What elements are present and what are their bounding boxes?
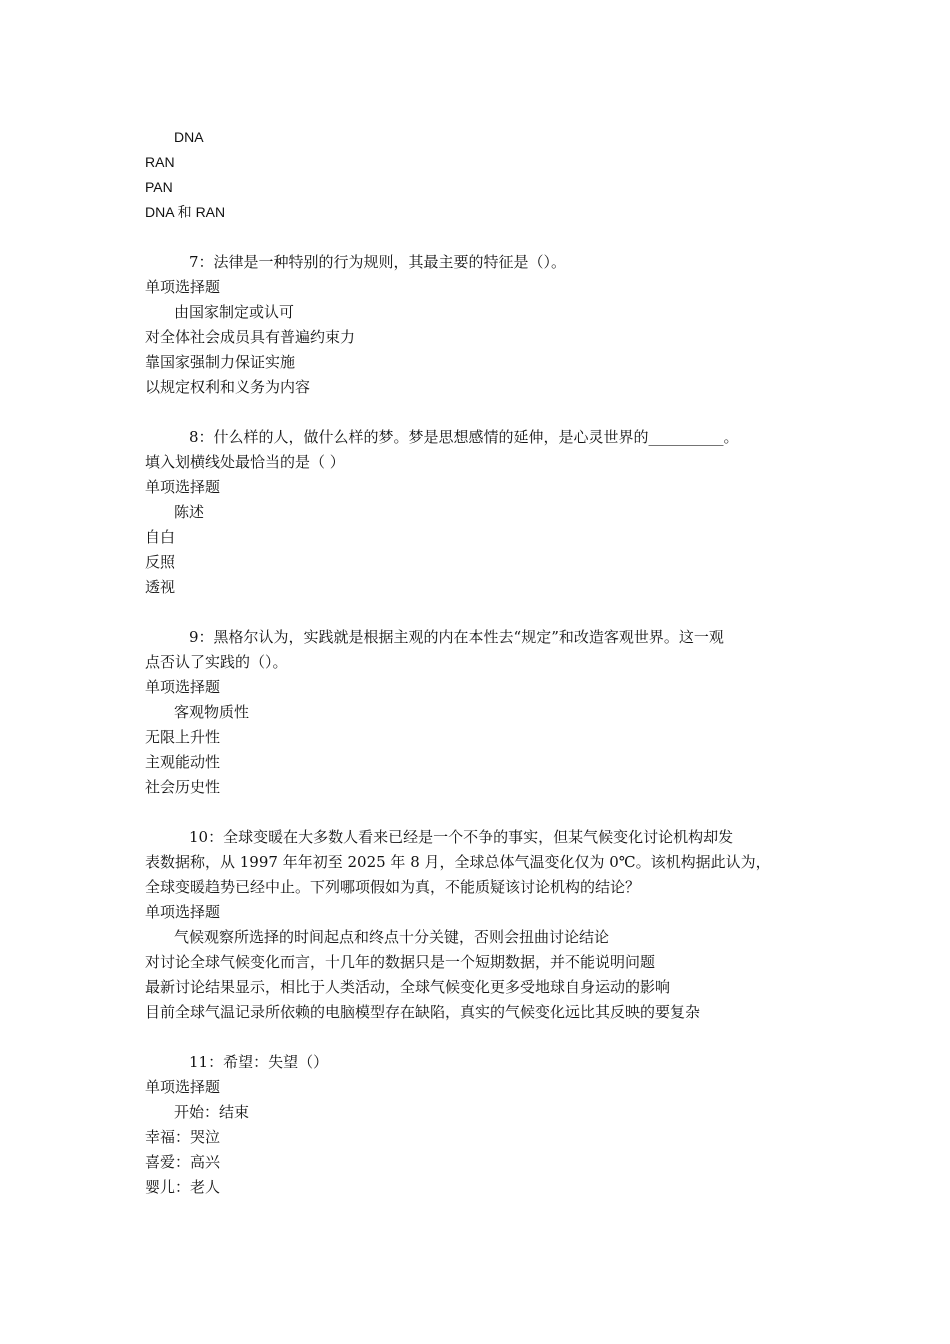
question-text: 8：什么样的人，做什么样的梦。梦是思想感情的延伸，是心灵世界的__________。 — [189, 428, 739, 446]
option-a: 开始：结束 — [174, 1103, 250, 1121]
option-d: 透视 — [145, 578, 176, 596]
question-type: 单项选择题 — [145, 678, 221, 696]
question-type: 单项选择题 — [145, 1078, 221, 1096]
option-c: 反照 — [145, 553, 176, 571]
option-c: 最新讨论结果显示，相比于人类活动，全球气候变化更多受地球自身运动的影响 — [145, 978, 671, 996]
question-text: 10：全球变暖在大多数人看来已经是一个不争的事实，但某气候变化讨论机构却发 — [189, 828, 734, 846]
question-text: 7：法律是一种特别的行为规则，其最主要的特征是（）。 — [189, 253, 567, 271]
q6-options — [145, 125, 825, 225]
option-a: 客观物质性 — [174, 703, 250, 721]
question-text-cont: 点否认了实践的（）。 — [145, 653, 288, 671]
option-c: 靠国家强制力保证实施 — [145, 353, 296, 371]
option-c: 主观能动性 — [145, 753, 221, 771]
option-b: RAN — [145, 154, 175, 170]
option-c: PAN — [145, 179, 173, 195]
option-d: 社会历史性 — [145, 778, 221, 796]
question-11 — [145, 1050, 825, 1200]
option-a: 由国家制定或认可 — [174, 303, 295, 321]
option-b: 自白 — [145, 528, 176, 546]
question-type: 单项选择题 — [145, 278, 221, 296]
option-d: DNA 和 RAN — [145, 204, 226, 220]
question-8 — [145, 425, 825, 600]
option-b: 幸福：哭泣 — [145, 1128, 221, 1146]
option-d: 婴儿：老人 — [145, 1178, 221, 1196]
document-page — [145, 125, 825, 1200]
question-type: 单项选择题 — [145, 478, 221, 496]
option-d: 以规定权利和义务为内容 — [145, 378, 311, 396]
option-c: 喜爱：高兴 — [145, 1153, 221, 1171]
option-b: 对讨论全球气候变化而言，十几年的数据只是一个短期数据，并不能说明问题 — [145, 953, 656, 971]
question-text-cont: 填入划横线处最恰当的是（ ） — [145, 453, 345, 471]
question-7 — [145, 250, 825, 400]
option-a: 陈述 — [174, 503, 205, 521]
option-b: 对全体社会成员具有普遍约束力 — [145, 328, 356, 346]
option-a: DNA — [174, 129, 204, 145]
question-text: 9：黑格尔认为，实践就是根据主观的内在本性去“规定”和改造客观世界。这一观 — [189, 628, 724, 646]
option-a: 气候观察所选择的时间起点和终点十分关键，否则会扭曲讨论结论 — [174, 928, 610, 946]
question-text-cont: 全球变暖趋势已经中止。下列哪项假如为真，不能质疑该讨论机构的结论？ — [145, 878, 641, 896]
option-d: 目前全球气温记录所依赖的电脑模型存在缺陷，真实的气候变化远比其反映的要复杂 — [145, 1003, 701, 1021]
option-b: 无限上升性 — [145, 728, 221, 746]
question-text: 11：希望：失望（） — [189, 1053, 329, 1071]
question-type: 单项选择题 — [145, 903, 221, 921]
question-9 — [145, 625, 825, 800]
question-text-cont: 表数据称，从 1997 年年初至 2025 年 8 月，全球总体气温变化仅为 0℃。该机构据此认为， — [145, 853, 771, 871]
question-10 — [145, 825, 825, 1025]
